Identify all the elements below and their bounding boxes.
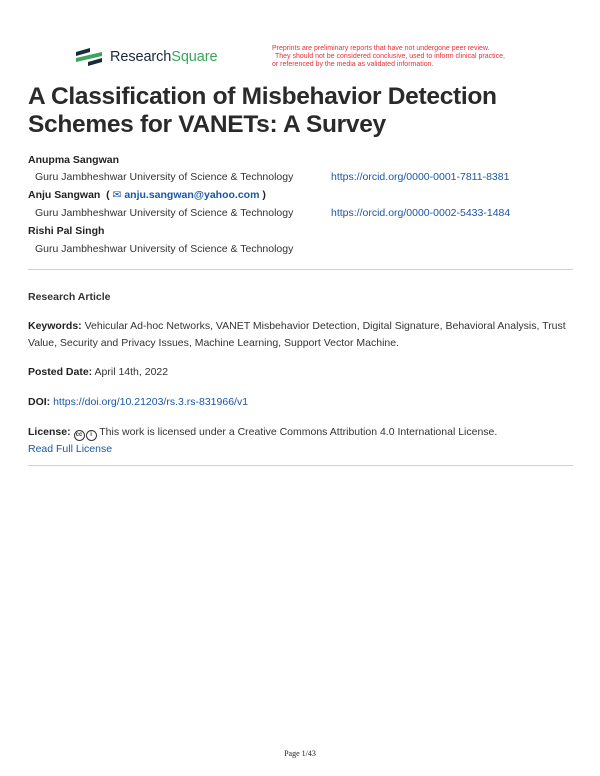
- doi-label: DOI:: [28, 396, 51, 408]
- author-name-with-email: Anju Sangwan ( ✉ anju.sangwan@yahoo.com ): [28, 189, 266, 201]
- preprint-notice: [272, 45, 552, 69]
- orcid-link[interactable]: https://orcid.org/0000-0001-7811-8381: [331, 171, 510, 183]
- orcid-link[interactable]: https://orcid.org/0000-0002-5433-1484: [331, 207, 511, 219]
- article-type: Research Article: [28, 291, 111, 303]
- posted-date-block: [28, 364, 573, 381]
- keywords-label: Keywords:: [28, 320, 82, 332]
- page-number: Page 1/43: [284, 749, 316, 758]
- keywords-block: [28, 318, 573, 352]
- divider: [28, 269, 573, 270]
- logo-word-research: Research: [110, 49, 172, 65]
- envelope-icon: ✉: [112, 189, 122, 201]
- logo-word-square: Square: [171, 49, 218, 65]
- research-square-logo[interactable]: [74, 46, 217, 68]
- posted-date-label: Posted Date:: [28, 366, 93, 378]
- posted-date-value: April 14th, 2022: [94, 366, 169, 378]
- license-block: [28, 424, 573, 458]
- by-icon: i: [86, 430, 97, 441]
- author-name: Anju Sangwan: [28, 189, 101, 201]
- notice-line: They should not be considered conclusive, used to inform clinical practice,: [275, 53, 505, 60]
- license-text: This work is licensed under a Creative Commons Attribution 4.0 International License.: [99, 426, 498, 438]
- email-link[interactable]: [113, 189, 260, 201]
- keywords-text: Vehicular Ad-hoc Networks, VANET Misbehavior Detection, Digital Signature, Behavioral Analysis, Trust Value, Security and Privacy Issues, Machine Learning, Support Vector Machine.: [28, 320, 566, 349]
- read-full-license-link[interactable]: Read Full License: [28, 443, 113, 455]
- author-name: Anupma Sangwan: [28, 154, 120, 166]
- email-address: anju.sangwan@yahoo.com: [124, 189, 260, 201]
- author-affiliation: Guru Jambheshwar University of Science & Technology: [35, 171, 294, 183]
- paper-title: A Classification of Misbehavior Detection Schemes for VANETs: A Survey: [28, 83, 497, 138]
- author-affiliation: Guru Jambheshwar University of Science & Technology: [35, 243, 294, 255]
- doi-block: [28, 394, 573, 411]
- notice-line: or referenced by the media as validated information.: [272, 61, 434, 68]
- divider: [28, 465, 573, 466]
- doi-link[interactable]: https://doi.org/10.21203/rs.3.rs-831966/v1: [53, 396, 249, 408]
- logo-text: [110, 49, 217, 65]
- notice-line: Preprints are preliminary reports that have not undergone peer review.: [272, 45, 490, 52]
- author-affiliation: Guru Jambheshwar University of Science & Technology: [35, 207, 294, 219]
- cc-icon: cc: [74, 430, 85, 441]
- license-label: License:: [28, 426, 71, 438]
- research-square-logo-icon: [74, 46, 104, 68]
- author-name: Rishi Pal Singh: [28, 225, 105, 237]
